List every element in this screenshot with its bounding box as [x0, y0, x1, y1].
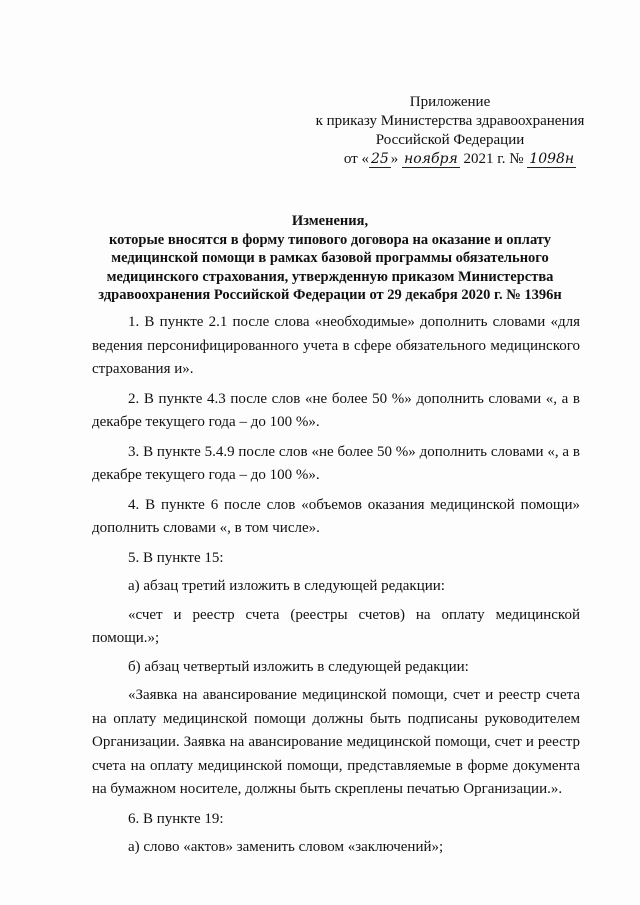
- appendix-label: Приложение: [409, 94, 491, 110]
- appendix-header: [300, 93, 600, 169]
- document-body: [92, 311, 580, 865]
- paragraph-2: 2. В пункте 4.3 после слов «не более 50 %» дополнить словами «, а в декабре текущего года – до 100 %».: [92, 390, 580, 430]
- appendix-country: Российской Федерации: [375, 132, 525, 148]
- paragraph-4: 4. В пункте 6 после слов «объемов оказания медицинской помощи» дополнить словами «, в том числе».: [92, 496, 580, 536]
- date-month-handwritten: ноября: [404, 151, 458, 167]
- paragraph-5: 5. В пункте 15:: [128, 549, 224, 566]
- paragraph-6a: а) слово «актов» заменить словом «заключений»;: [128, 839, 444, 855]
- date-year: 2021 г. №: [459, 151, 528, 167]
- paragraph-3: 3. В пункте 5.4.9 после слов «не более 50 %» дополнить словами «, а в декабре текущего года – до 100 %».: [92, 443, 580, 483]
- date-day-handwritten: 25: [370, 151, 389, 167]
- title-line-4: медицинского страхования, утвержденную приказом Министерства: [106, 268, 554, 285]
- order-number-handwritten: 1098н: [529, 151, 575, 167]
- paragraph-5b: б) абзац четвертый изложить в следующей редакции:: [128, 658, 469, 675]
- paragraph-5b-text: «Заявка на авансирование медицинской помощи, счет и реестр счета на оплату медицинской помощи должны быть подписаны руководителем Организации. Заявка на авансирование медицинской помощи, счет и реестр счета на оплату медицинской помощи, представляемые в форме документа на бумажном носителе, должны быть скреплены печатью Организации.».: [92, 687, 580, 797]
- appendix-date-line: [320, 150, 600, 169]
- title-line-1: Изменения,: [291, 213, 369, 229]
- paragraph-5a-text: «счет и реестр счета (реестры счетов) на оплату медицинской помощи.»;: [92, 606, 580, 646]
- document-title: [90, 212, 570, 305]
- title-line-5: здравоохранения Российской Федерации от 29 декабря 2020 г. № 1396н: [98, 287, 562, 303]
- date-mid: »: [390, 151, 403, 167]
- date-prefix: от «: [343, 151, 369, 167]
- title-line-3: медицинской помощи в рамках базовой программы обязательного: [111, 250, 549, 266]
- paragraph-6: 6. В пункте 19:: [128, 810, 224, 827]
- paragraph-1: 1. В пункте 2.1 после слова «необходимые» дополнить словами «для ведения персонифицированного учета в сфере обязательного медицинского страхования и».: [92, 314, 580, 377]
- paragraph-5a: а) абзац третий изложить в следующей редакции:: [128, 578, 445, 594]
- appendix-order-ref: к приказу Министерства здравоохранения: [315, 113, 585, 129]
- title-line-2: которые вносятся в форму типового договора на оказание и оплату: [108, 231, 551, 248]
